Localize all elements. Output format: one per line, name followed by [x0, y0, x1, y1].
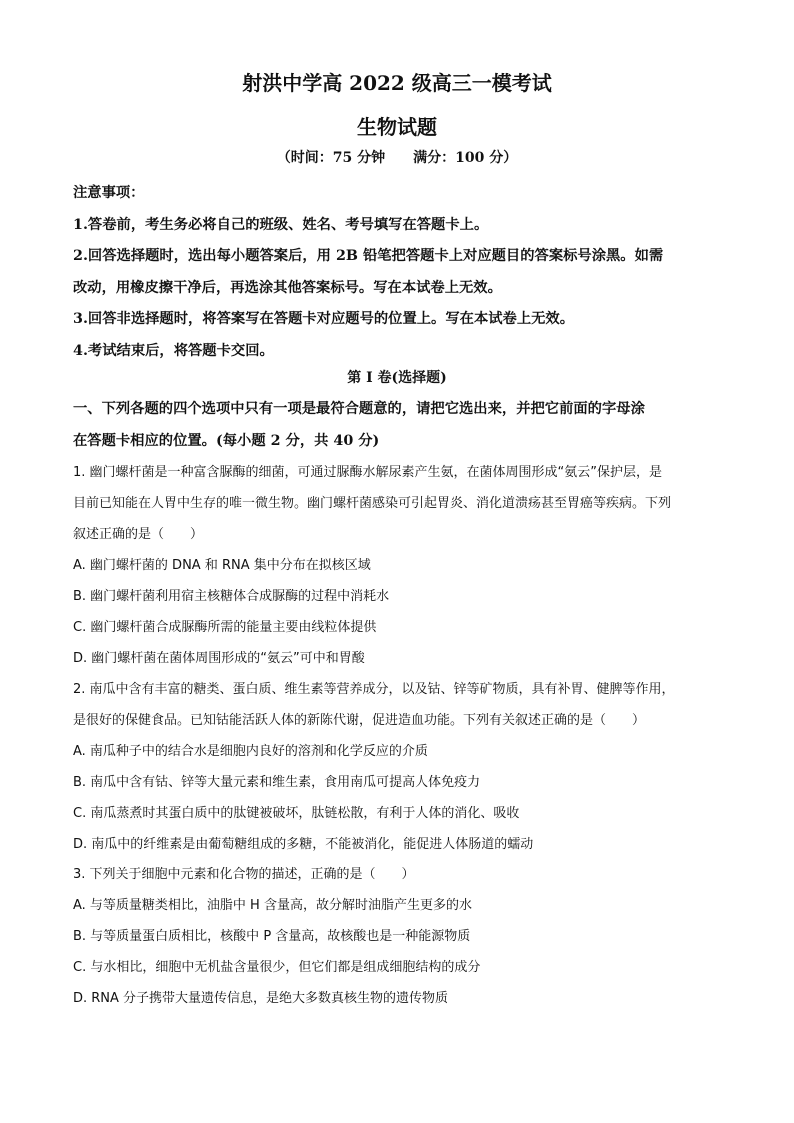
- option-d: D. 幽门螺杆菌在菌体周围形成的“氨云”可中和胃酸: [73, 651, 365, 666]
- option-a: A. 幽门螺杆菌的 DNA 和 RNA 集中分布在拟核区域: [73, 558, 371, 573]
- option-c: C. 南瓜蒸煮时其蛋白质中的肽键被破坏，肽链松散，有利于人体的消化、吸收: [73, 806, 520, 821]
- question-3: [73, 859, 723, 1014]
- option-c: C. 与水相比，细胞中无机盐含量很少，但它们都是组成细胞结构的成分: [73, 960, 481, 975]
- exam-time-info: （时间：75 分钟 满分：100 分）: [276, 150, 518, 166]
- option-d: D. RNA 分子携带大量遗传信息，是绝大多数真核生物的遗传物质: [73, 991, 449, 1006]
- question-stem-line: 3. 下列关于细胞中元素和化合物的描述，正确的是（ ）: [73, 867, 415, 882]
- section-title: 第 I 卷(选择题): [347, 370, 447, 386]
- part-instruction-line: 在答题卡相应的位置。(每小题 2 分，共 40 分): [73, 432, 380, 449]
- question-2: [73, 674, 723, 860]
- notes-line: 1.答卷前，考生务必将自己的班级、姓名、考号填写在答题卡上。: [73, 216, 489, 233]
- notes-line: 改动，用橡皮擦干净后，再选涂其他答案标号。写在本试卷上无效。: [73, 279, 502, 296]
- question-1: [73, 457, 723, 674]
- option-c: C. 幽门螺杆菌合成脲酶所需的能量主要由线粒体提供: [73, 620, 377, 635]
- question-stem-line: 1. 幽门螺杆菌是一种富含脲酶的细菌，可通过脲酶水解尿素产生氨，在菌体周围形成“氨云”保护层，是: [73, 465, 663, 480]
- notes-line: 4.考试结束后，将答题卡交回。: [73, 342, 274, 359]
- notes-line: 2.回答选择题时，选出每小题答案后，用 2B 铅笔把答题卡上对应题目的答案标号涂黑。如需: [73, 248, 664, 264]
- option-b: B. 南瓜中含有钴、锌等大量元素和维生素，食用南瓜可提高人体免疫力: [73, 775, 481, 790]
- option-b: B. 与等质量蛋白质相比，核酸中 P 含量高，故核酸也是一种能源物质: [73, 929, 471, 944]
- question-stem-line: 是很好的保健食品。已知钴能活跃人体的新陈代谢，促进造血功能。下列有关叙述正确的是（ ）: [73, 713, 646, 728]
- notes-heading: 注意事项：: [73, 185, 145, 201]
- question-stem-line: 叙述正确的是（ ）: [73, 527, 204, 542]
- notes-line: 3.回答非选择题时，将答案写在答题卡对应题号的位置上。写在本试卷上无效。: [73, 311, 575, 327]
- notes-block: [73, 178, 723, 367]
- option-a: A. 与等质量糖类相比，油脂中 H 含量高，故分解时油脂产生更多的水: [73, 898, 472, 913]
- question-stem-line: 2. 南瓜中含有丰富的糖类、蛋白质、维生素等营养成分，以及钴、锌等矿物质，具有补胃、健脾等作用，: [73, 682, 675, 697]
- exam-subject: 生物试题: [357, 115, 437, 139]
- part-instructions: [73, 394, 723, 457]
- question-stem-line: 目前已知能在人胃中生存的唯一微生物。幽门螺杆菌感染可引起胃炎、消化道溃疡甚至胃癌等疾病。下列: [73, 496, 672, 511]
- option-b: B. 幽门螺杆菌利用宿主核糖体合成脲酶的过程中消耗水: [73, 589, 390, 604]
- option-d: D. 南瓜中的纤维素是由葡萄糖组成的多糖，不能被消化，能促进人体肠道的蠕动: [73, 837, 534, 852]
- part-instruction-line: 一、下列各题的四个选项中只有一项是最符合题意的，请把它选出来，并把它前面的字母涂: [73, 401, 645, 417]
- option-a: A. 南瓜种子中的结合水是细胞内良好的溶剂和化学反应的介质: [73, 744, 428, 759]
- exam-title: 射洪中学高 2022 级高三一模考试: [242, 71, 552, 95]
